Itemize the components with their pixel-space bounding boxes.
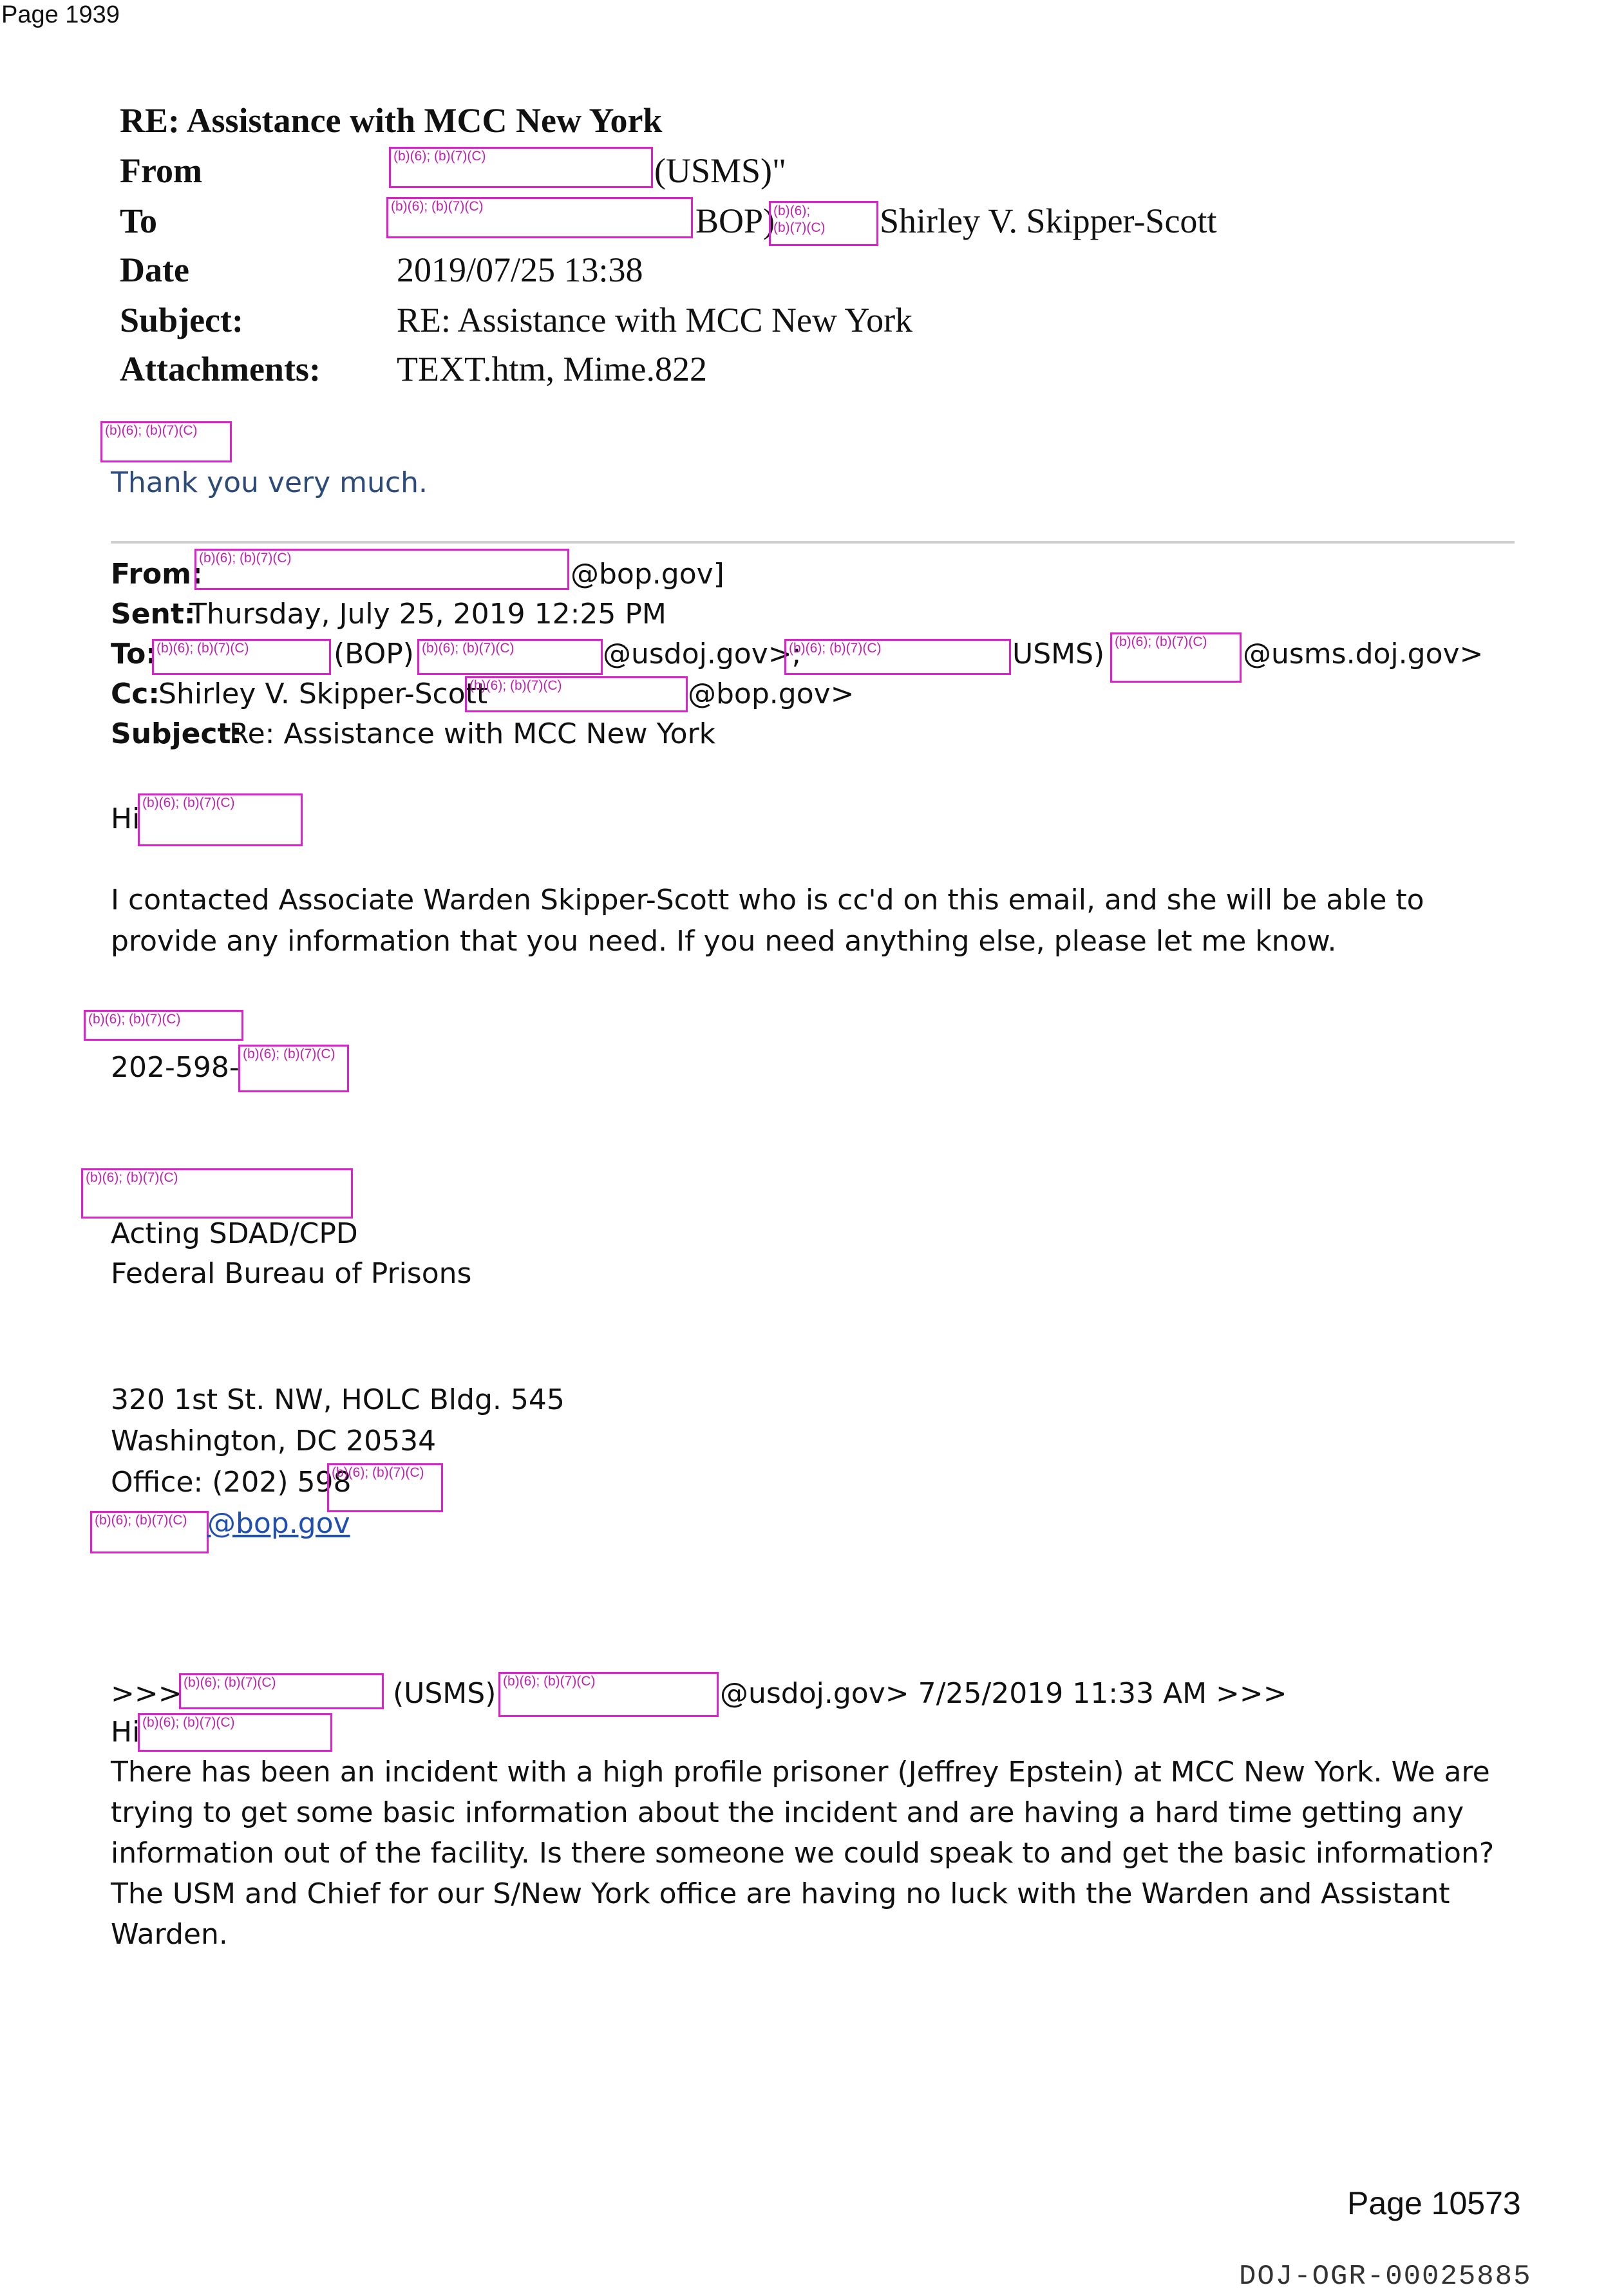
redaction-box: (b)(6); (b)(7)(C)	[138, 1713, 332, 1752]
date-label: Date	[120, 251, 189, 289]
date-value: 2019/07/25 13:38	[397, 251, 643, 289]
fwd-phone: 202-598-	[111, 1051, 240, 1084]
to-value-name: Shirley V. Skipper-Scott	[880, 202, 1217, 240]
redaction-box: (b)(6); (b)(7)(C)	[179, 1673, 384, 1709]
redaction-box: (b)(6); (b)(7)(C)	[90, 1511, 209, 1553]
reply-text: Thank you very much.	[111, 466, 428, 499]
subject-label: Subject:	[120, 301, 243, 339]
signature-title: Acting SDAD/CPD	[111, 1217, 358, 1250]
redaction-box: (b)(6); (b)(7)(C)	[498, 1672, 719, 1717]
fwd-subject-value: Re: Assistance with MCC New York	[229, 717, 716, 750]
redaction-box: (b)(6); (b)(7)(C)	[84, 1010, 243, 1041]
redaction-box: (b)(6); (b)(7)(C)	[1110, 632, 1242, 683]
fwd-sent-label: Sent:	[111, 598, 196, 631]
fwd-to-part4: @usms.doj.gov>	[1243, 638, 1484, 670]
fwd-cc-tail: @bop.gov>	[688, 678, 855, 710]
fwd-body: I contacted Associate Warden Skipper-Scott who is cc'd on this email, and she will be able to provide any information that you need. If you need anything else, please let me know.	[111, 884, 1424, 958]
subject-value: RE: Assistance with MCC New York	[397, 301, 913, 339]
orig-greeting: Hi	[111, 1716, 140, 1749]
bates-number: DOJ-OGR-00025885	[1239, 2261, 1532, 2293]
fwd-from-label: From:	[111, 558, 203, 591]
orig-email-tail: @usdoj.gov> 7/25/2019 11:33 AM >>>	[720, 1677, 1287, 1710]
fwd-to-part2: @usdoj.gov>;	[603, 638, 802, 670]
orig-from: (USMS)	[393, 1677, 496, 1710]
redaction-box: (b)(6); (b)(7)(C)	[238, 1045, 349, 1092]
to-value-bop: BOP)	[695, 202, 775, 240]
signature-org: Federal Bureau of Prisons	[111, 1257, 472, 1290]
fwd-greeting: Hi	[111, 802, 140, 835]
signature-address2: Washington, DC 20534	[111, 1425, 437, 1457]
signature-address1: 320 1st St. NW, HOLC Bldg. 545	[111, 1383, 565, 1416]
from-value: (USMS)"	[654, 151, 787, 190]
redaction-box: (b)(6); (b)(7)(C)	[152, 639, 331, 675]
fwd-to-part1: (BOP)	[334, 638, 414, 670]
redaction-box: (b)(6); (b)(7)(C)	[138, 793, 303, 846]
signature-email-link[interactable]: @bop.gov	[207, 1507, 350, 1540]
attachments-label: Attachments:	[120, 350, 321, 388]
separator-line	[111, 541, 1515, 544]
fwd-to-label: To:	[111, 638, 157, 670]
fwd-subject-label: Subject:	[111, 717, 243, 750]
from-label: From	[120, 151, 202, 190]
fwd-cc-value: Shirley V. Skipper-Scott	[158, 678, 488, 710]
fwd-to-part3: USMS)	[1012, 638, 1105, 670]
redaction-box: (b)(6); (b)(7)(C)	[784, 639, 1011, 675]
email-title: RE: Assistance with MCC New York	[120, 101, 663, 140]
page-label: Page 1939	[1, 1, 120, 28]
redaction-box: (b)(6); (b)(7)(C)	[81, 1168, 353, 1219]
footer-page-number: Page 10573	[1347, 2185, 1521, 2221]
redaction-box: (b)(6); (b)(7)(C)	[327, 1463, 443, 1512]
redaction-box: (b)(6); (b)(7)(C)	[100, 421, 232, 462]
redaction-box: (b)(6); (b)(7)(C)	[389, 147, 653, 188]
attachments-value: TEXT.htm, Mime.822	[397, 350, 707, 388]
to-label: To	[120, 202, 158, 240]
fwd-from-tail: @bop.gov]	[571, 558, 724, 591]
redaction-box: (b)(6); (b)(7)(C)	[386, 197, 693, 238]
fwd-sent-value: Thursday, July 25, 2019 12:25 PM	[189, 598, 666, 631]
orig-body: There has been an incident with a high profile prisoner (Jeffrey Epstein) at MCC New York. We are trying to get some basic information about the incident and are having a hard time getting any information out of the facility. Is there someone we could speak to and get the basic information? The USM and Chief for our S/New York office are having no luck with the Warden and Assistant Warden.	[111, 1756, 1495, 1951]
redaction-box: (b)(6); (b)(7)(C)	[194, 549, 569, 590]
redaction-box: (b)(6); (b)(7)(C)	[465, 676, 688, 712]
redaction-box: (b)(6); (b)(7)(C)	[769, 201, 878, 246]
redaction-box: (b)(6); (b)(7)(C)	[417, 639, 603, 675]
fwd-cc-label: Cc:	[111, 678, 160, 710]
signature-office: Office: (202) 598	[111, 1466, 352, 1499]
orig-marker: >>>	[111, 1677, 182, 1710]
